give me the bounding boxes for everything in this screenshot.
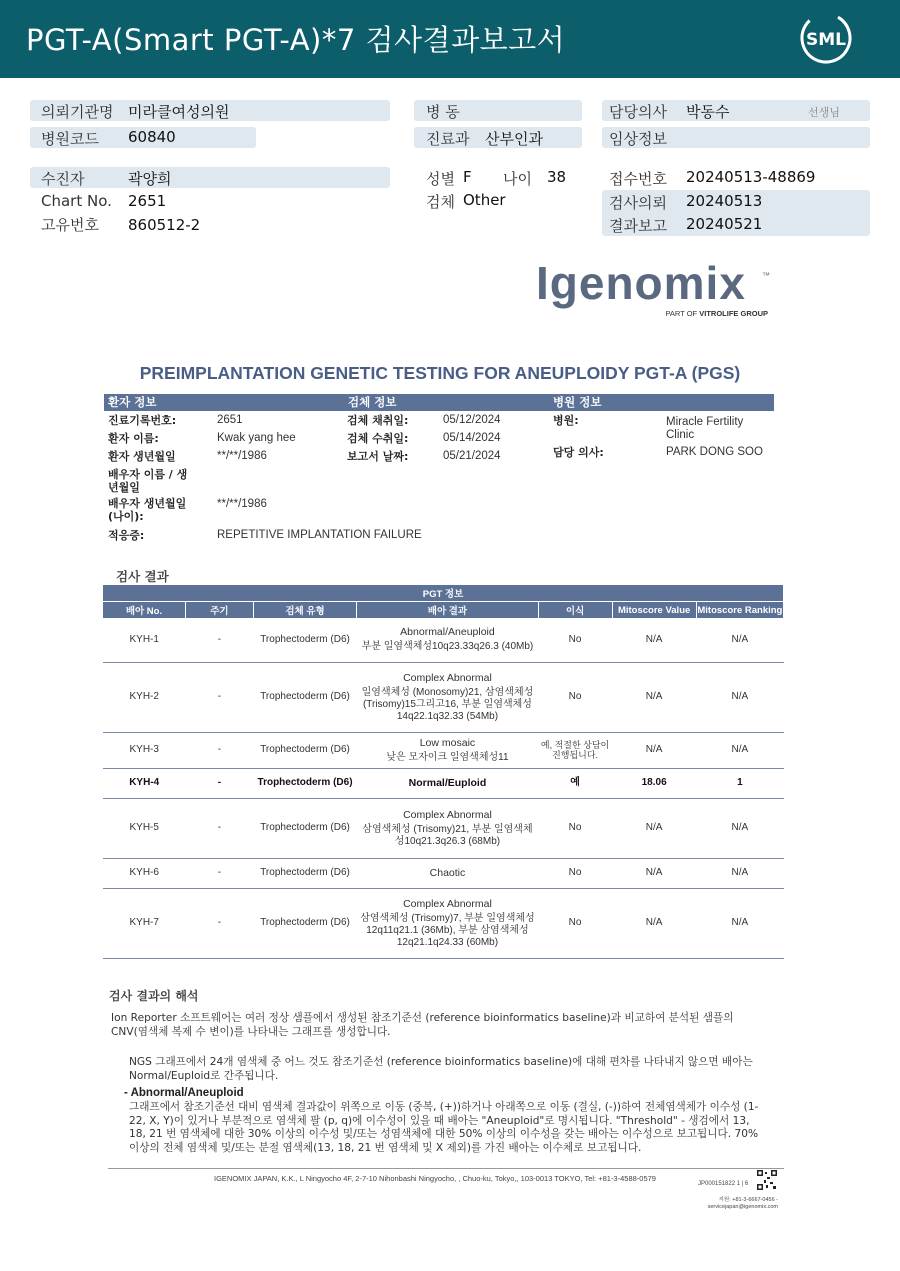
request-label: 검사의뢰 — [609, 194, 667, 212]
transfer-cell: No — [538, 618, 612, 662]
interpretation-paragraph-1: Ion Reporter 소프트웨어는 여러 정상 샘플에서 생성된 참조기준선 (reference bioinformatics baseline)과 비교하여 분석된 샘플의 CNV(염색체 복제 수 변이)를 나타내는 그래프를 생성합니다. — [111, 1012, 734, 1038]
mitoscore-value-cell: N/A — [612, 858, 696, 888]
cycle-cell: - — [185, 888, 253, 958]
embryo-no-cell: KYH-1 — [103, 618, 185, 662]
specimen-value: Other — [463, 191, 506, 209]
specimen-type-cell: Trophectoderm (D6) — [253, 662, 356, 732]
chart-label: Chart No. — [41, 192, 112, 210]
doctor-value: 박동수 — [686, 103, 730, 121]
embryo-result-cell — [357, 858, 538, 888]
hospital-key: 병원: — [553, 414, 579, 427]
report-title: PREIMPLANTATION GENETIC TESTING FOR ANEUPLOIDY PGT-A (PGS) — [139, 363, 741, 383]
patient-info-header: 환자 정보 — [104, 394, 346, 411]
request-value: 20240513 — [686, 192, 763, 210]
result-head: Normal/Euploid — [408, 777, 487, 789]
transfer-cell: No — [538, 798, 612, 858]
table-row — [103, 888, 784, 958]
report-date-value-en: 05/21/2024 — [443, 450, 501, 462]
result-head: Complex Abnormal — [403, 897, 492, 910]
sml-logo-icon — [800, 12, 852, 64]
embryo-result-cell — [357, 618, 538, 662]
mitoscore-value-cell: N/A — [612, 888, 696, 958]
transfer-cell: 예 — [538, 768, 612, 798]
specimen-type-cell: Trophectoderm (D6) — [253, 618, 356, 662]
cycle-cell: - — [185, 858, 253, 888]
col-embryo-result: 배아 결과 — [357, 602, 538, 619]
specimen-label: 검체 — [426, 193, 455, 211]
receipt-value: 20240513-48869 — [686, 168, 816, 186]
result-head: Abnormal/Aneuploid — [400, 626, 495, 639]
footer-divider — [108, 1168, 784, 1169]
hospital-code-label: 병원코드 — [41, 130, 99, 148]
embryo-result-cell — [357, 732, 538, 768]
table-row — [103, 798, 784, 858]
igenomix-subline-brand: VITROLIFE GROUP — [699, 309, 768, 318]
chart-value: 2651 — [128, 192, 167, 210]
result-head: Chaotic — [429, 867, 466, 879]
transfer-cell: No — [538, 662, 612, 732]
id-value: 860512-2 — [128, 216, 201, 234]
embryo-no-cell: KYH-6 — [103, 858, 185, 888]
result-detail: 삼염색체성 (Trisomy)21, 부분 일염색체성10q21.3q26.3 (68Mb) — [362, 823, 533, 847]
qr-code-icon — [757, 1170, 777, 1190]
interpretation-paragraph-2: NGS 그래프에서 24개 염색체 중 어느 것도 참조기준선 (reference bioinformatics baseline)에 대해 편차를 나타내지 않으면 배아는 Normal/Euploid로 간주됩니다. — [129, 1056, 753, 1082]
hospital-info-header: 병원 정보 — [549, 394, 774, 411]
mitoscore-value-cell: N/A — [612, 618, 696, 662]
partner-dob-key: 배우자 생년월일 (나이): — [108, 497, 187, 523]
cycle-cell: - — [185, 798, 253, 858]
transfer-cell: 예, 적절한 상담이 진행됩니다. — [538, 732, 612, 768]
specimen-type-cell: Trophectoderm (D6) — [253, 768, 356, 798]
dept-value: 산부인과 — [485, 130, 543, 148]
age-label: 나이 — [503, 170, 532, 188]
patient-label: 수진자 — [41, 170, 85, 188]
patient-name-value: Kwak yang hee — [217, 432, 296, 444]
igenomix-subline-prefix: PART OF — [665, 309, 700, 318]
mitoscore-ranking-cell: N/A — [696, 732, 783, 768]
mitoscore-value-cell: 18.06 — [612, 768, 696, 798]
embryo-no-cell: KYH-2 — [103, 662, 185, 732]
transfer-cell: No — [538, 888, 612, 958]
table-row — [103, 768, 784, 798]
mitoscore-value-cell: N/A — [612, 662, 696, 732]
collection-date-value: 05/12/2024 — [443, 414, 501, 426]
mitoscore-ranking-cell: N/A — [696, 798, 783, 858]
hospital-code-value: 60840 — [128, 128, 176, 146]
partner-name-key: 배우자 이름 / 생년월일 — [108, 468, 188, 494]
embryo-no-cell: KYH-5 — [103, 798, 185, 858]
specimen-type-cell: Trophectoderm (D6) — [253, 858, 356, 888]
cycle-cell: - — [185, 732, 253, 768]
received-date-value: 05/14/2024 — [443, 432, 501, 444]
result-head: Complex Abnormal — [403, 808, 492, 821]
embryo-result-cell — [357, 798, 538, 858]
patient-dob-value: **/**/1986 — [217, 450, 267, 462]
col-mitoscore-value: Mitoscore Value — [612, 602, 696, 619]
specimen-type-cell: Trophectoderm (D6) — [253, 888, 356, 958]
embryo-result-cell — [357, 768, 538, 798]
received-date-key: 검체 수취일: — [347, 432, 409, 445]
doctor-key: 담당 의사: — [553, 446, 604, 459]
record-no-key: 진료기록번호: — [108, 414, 177, 427]
result-head: Complex Abnormal — [403, 671, 492, 684]
patient-value: 곽양희 — [128, 170, 172, 188]
institution-value: 미라클여성의원 — [128, 103, 230, 121]
result-detail: 부분 일염색체성10q23.33q26.3 (40Mb) — [361, 641, 534, 653]
specimen-type-cell: Trophectoderm (D6) — [253, 798, 356, 858]
results-table — [103, 585, 784, 959]
report-date-value: 20240521 — [686, 215, 763, 233]
igenomix-tm: ™ — [762, 271, 770, 280]
partner-dob-value: **/**/1986 — [217, 498, 267, 510]
page-title: PGT-A(Smart PGT-A)*7 검사결과보고서 — [26, 23, 566, 57]
result-head: Low mosaic — [419, 736, 476, 749]
receipt-label: 접수번호 — [609, 170, 667, 188]
embryo-no-cell: KYH-3 — [103, 732, 185, 768]
table-row — [103, 732, 784, 768]
result-detail: 일염색체성 (Monosomy)21, 삼염색체성 (Trisomy)15그리고16, 부분 일염색체성14q22.1q32.33 (54Mb) — [361, 686, 534, 722]
indication-value: REPETITIVE IMPLANTATION FAILURE — [217, 529, 422, 541]
pgt-info-header: PGT 정보 — [103, 585, 784, 602]
mitoscore-ranking-cell: 1 — [696, 768, 783, 798]
sex-label: 성별 — [426, 170, 455, 188]
sml-logo-text: SML — [806, 30, 846, 50]
specimen-info-header: 검체 정보 — [344, 394, 550, 411]
igenomix-wordmark: Igenomix — [536, 257, 746, 309]
embryo-result-cell — [357, 662, 538, 732]
record-no-value: 2651 — [217, 414, 243, 426]
embryo-result-cell — [357, 888, 538, 958]
patient-name-key: 환자 이름: — [108, 432, 159, 445]
footer-page-code: JP000151822 1 | 6 — [698, 1181, 749, 1187]
cycle-cell: - — [185, 662, 253, 732]
results-table-body — [103, 618, 784, 958]
age-value: 38 — [547, 168, 567, 186]
result-detail: 삼염색체성 (Trisomy)7, 부분 일염색체성12q11q21.1 (36Mb), 부분 삼염색체성12q21.1q24.33 (60Mb) — [360, 912, 535, 948]
mitoscore-value-cell: N/A — [612, 798, 696, 858]
igenomix-logo — [536, 256, 776, 326]
table-row — [103, 618, 784, 662]
mitoscore-value-cell: N/A — [612, 732, 696, 768]
report-date-key: 보고서 날짜: — [347, 450, 409, 463]
doctor-value-en: PARK DONG SOO — [666, 446, 763, 458]
mitoscore-ranking-cell: N/A — [696, 858, 783, 888]
results-heading: 검사 결과 — [116, 569, 169, 584]
id-label: 고유번호 — [41, 216, 99, 234]
interpretation-paragraph-3: 그래프에서 참조기준선 대비 염색체 결과값이 위쪽으로 이동 (중복, (+))하거나 아래쪽으로 이동 (결실, (-))하여 전체염색체가 이수성 (1-22, X, Y)이 있거나 부분적으로 염색체 팔 (p, q)에 이수성이 있을 때 배아는 "Aneuploid"로 명시됩니다. "Threshold" - 생검에서 13, 18, 21 번 염색체에 대한 30% 이상의 이수성 및/또는 성염색체에 대한 50% 이상의 이수성을 갖는 배아는 이수성으로 보고됩니다. 70% 이상의 전체 염색체 및/또는 분절 염색체(13, 18, 21 번 염색체 및 X 제외)를 가진 배아는 이수체로 보고됩니다. — [129, 1101, 759, 1154]
transfer-cell: No — [538, 858, 612, 888]
footer-contact: 지원: +81-3-6667-0456 - servicejapan@igenomix.com — [707, 1197, 778, 1210]
ward-label: 병 동 — [426, 103, 460, 121]
table-row — [103, 858, 784, 888]
specimen-type-cell: Trophectoderm (D6) — [253, 732, 356, 768]
patient-dob-key: 환자 생년월일 — [108, 450, 176, 463]
institution-label: 의뢰기관명 — [41, 103, 114, 121]
sex-value: F — [463, 168, 472, 186]
mitoscore-ranking-cell: N/A — [696, 662, 783, 732]
embryo-no-cell: KYH-7 — [103, 888, 185, 958]
doctor-suffix: 선생님 — [808, 106, 840, 119]
report-date-label: 결과보고 — [609, 217, 667, 235]
cycle-cell: - — [185, 768, 253, 798]
aneuploid-heading: - Abnormal/Aneuploid — [124, 1087, 244, 1099]
result-detail: 낮은 모자이크 일염색체성11 — [386, 751, 509, 763]
dept-label: 진료과 — [426, 130, 470, 148]
col-embryo-no: 배아 No. — [103, 602, 185, 619]
hospital-value: Miracle Fertility Clinic — [666, 416, 744, 441]
embryo-no-cell: KYH-4 — [103, 768, 185, 798]
col-cycle: 주기 — [185, 602, 253, 619]
clinical-label: 임상정보 — [609, 130, 667, 148]
collection-date-key: 검체 채취일: — [347, 414, 409, 427]
mitoscore-ranking-cell: N/A — [696, 888, 783, 958]
interpretation-heading: 검사 결과의 해석 — [109, 989, 199, 1003]
col-mitoscore-ranking: Mitoscore Ranking — [696, 602, 783, 619]
mitoscore-ranking-cell: N/A — [696, 618, 783, 662]
table-row — [103, 662, 784, 732]
col-transfer: 이식 — [538, 602, 612, 619]
doctor-label: 담당의사 — [609, 103, 667, 121]
cycle-cell: - — [185, 618, 253, 662]
footer-address: IGENOMIX JAPAN, K.K., L Ningyocho 4F, 2-7-10 Nihonbashi Ningyocho, , Chuo-ku, Tokyo,, 103-0013 TOKYO, Tel: +81-3-4588-0579 — [214, 1174, 656, 1183]
svg-text:PART OF VITROLIFE GROUP — [665, 309, 768, 318]
col-specimen-type: 검체 유형 — [253, 602, 356, 619]
indication-key: 적응증: — [108, 529, 145, 542]
